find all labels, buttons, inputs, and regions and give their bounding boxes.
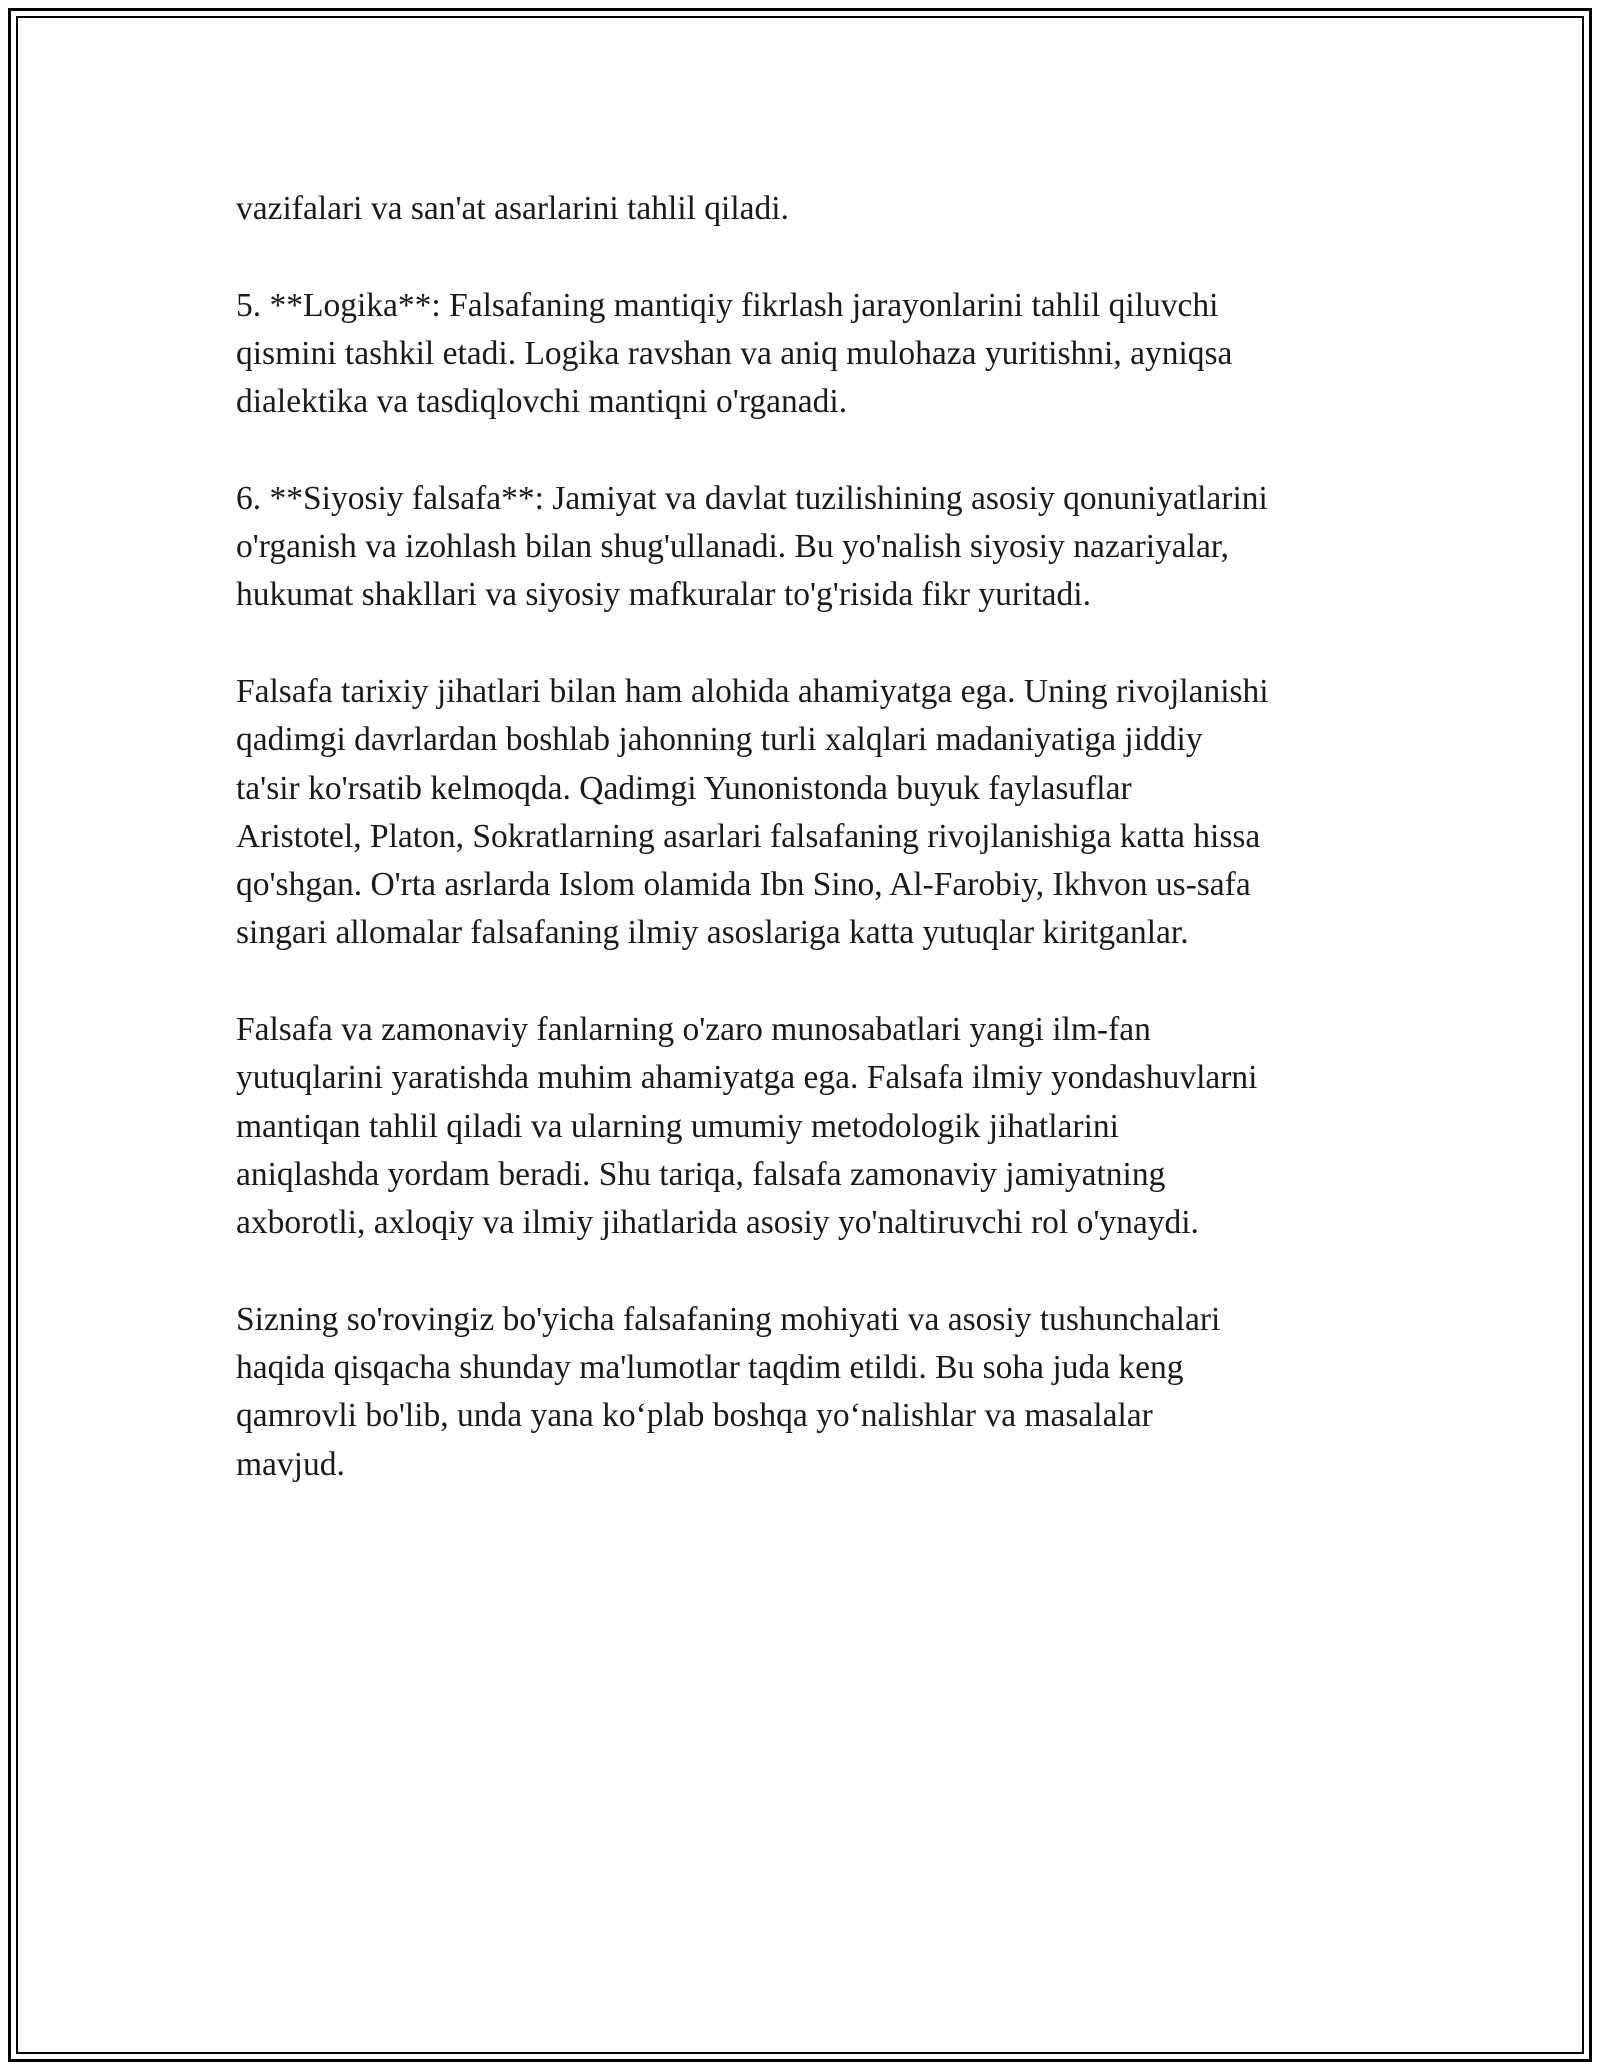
- paragraph-continuation: [236, 185, 1396, 233]
- text-line: qamrovli bo'lib, unda yana ko‘plab boshqa yo‘nalishlar va masalalar: [236, 1397, 1153, 1435]
- text-line: hukumat shakllari va siyosiy mafkuralar to'g'risida fikr yuritadi.: [236, 576, 1091, 614]
- text-line: Falsafa tarixiy jihatlari bilan ham alohida ahamiyatga ega. Uning rivojlanishi: [236, 672, 1269, 710]
- paragraph-modern-sciences: [236, 1006, 1396, 1247]
- text-line: aniqlashda yordam beradi. Shu tariqa, falsafa zamonaviy jamiyatning: [236, 1155, 1166, 1193]
- text-line: dialektika va tasdiqlovchi mantiqni o'rganadi.: [236, 383, 848, 421]
- text-line: ta'sir ko'rsatib kelmoqda. Qadimgi Yunonistonda buyuk faylasuflar: [236, 769, 1132, 807]
- text-line: 6. **Siyosiy falsafa**: Jamiyat va davlat tuzilishining asosiy qonuniyatlarini: [236, 479, 1268, 517]
- text-line: Sizning so'rovingiz bo'yicha falsafaning mohiyati va asosiy tushunchalari: [236, 1300, 1221, 1338]
- text-line: singari allomalar falsafaning ilmiy asoslariga katta yutuqlar kiritganlar.: [236, 914, 1189, 952]
- text-line: vazifalari va san'at asarlarini tahlil qiladi.: [236, 190, 789, 227]
- paragraph-conclusion: [236, 1296, 1396, 1489]
- text-line: mantiqan tahlil qiladi va ularning umumiy metodologik jihatlarini: [236, 1107, 1119, 1145]
- text-line: 5. **Logika**: Falsafaning mantiqiy fikrlash jarayonlarini tahlil qiluvchi: [236, 286, 1219, 324]
- text-line: yutuqlarini yaratishda muhim ahamiyatga ega. Falsafa ilmiy yondashuvlarni: [236, 1059, 1258, 1097]
- paragraph-logika: [236, 282, 1396, 427]
- text-line: qo'shgan. O'rta asrlarda Islom olamida Ibn Sino, Al-Farobiy, Ikhvon us-safa: [236, 866, 1251, 904]
- text-line: Aristotel, Platon, Sokratlarning asarlari falsafaning rivojlanishiga katta hissa: [236, 817, 1261, 855]
- paragraph-siyosiy-falsafa: [236, 475, 1396, 620]
- text-line: haqida qisqacha shunday ma'lumotlar taqdim etildi. Bu soha juda keng: [236, 1349, 1184, 1387]
- text-line: Falsafa va zamonaviy fanlarning o'zaro munosabatlari yangi ilm-fan: [236, 1011, 1151, 1049]
- paragraph-history: [236, 668, 1396, 958]
- text-line: qadimgi davrlardan boshlab jahonning turli xalqlari madaniyatiga jiddiy: [236, 721, 1203, 759]
- text-line: mavjud.: [236, 1445, 345, 1483]
- document-body: [236, 185, 1396, 1537]
- text-line: axborotli, axloqiy va ilmiy jihatlarida asosiy yo'naltiruvchi rol o'ynaydi.: [236, 1204, 1199, 1242]
- text-line: o'rganish va izohlash bilan shug'ullanadi. Bu yo'nalish siyosiy nazariyalar,: [236, 528, 1230, 566]
- text-line: qismini tashkil etadi. Logika ravshan va aniq mulohaza yuritishni, ayniqsa: [236, 334, 1233, 372]
